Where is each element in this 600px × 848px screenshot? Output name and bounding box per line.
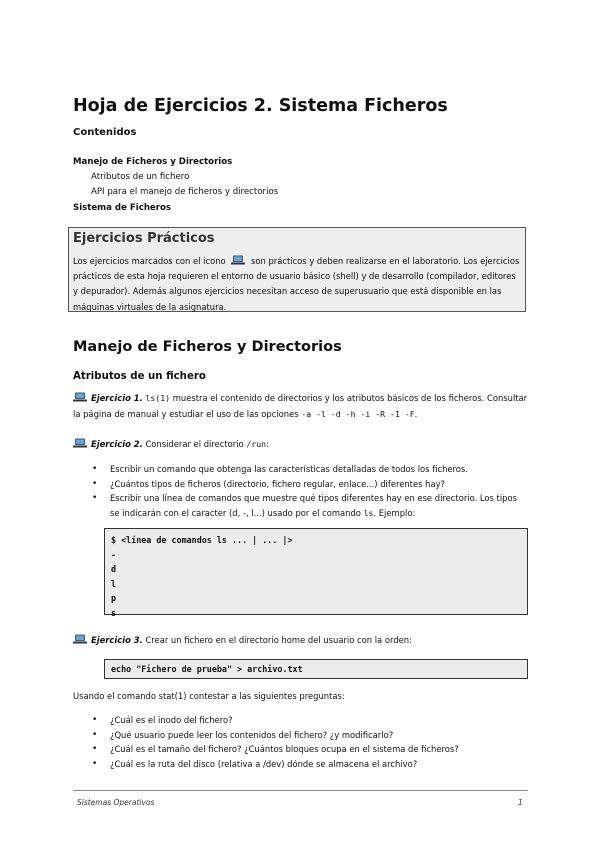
practical-box-text-b: son prácticos y deben realizarse en el laboratorio. Los ejercicios prácticos de esta hoja requieren el entorno de usuario básico (shell) y de desarrollo (compilador, editores y depurador). Además algunos ejercicios necesitan acceso de superusuario que está disponible en las máquinas virtuales de la asignatura. — [73, 256, 520, 312]
bullet3-text-a: Escribir una línea de comandos que muestre qué tipos diferentes hay en ese directorio. Los tipos se indicarán con el caracter (d, -, l...) usado por el comando — [110, 493, 517, 518]
exercise-2-end: : — [266, 439, 269, 449]
code-line: - — [111, 549, 117, 560]
practical-box-title: Ejercicios Prácticos — [73, 231, 215, 246]
subsection-title: Atributos de un fichero — [73, 371, 206, 382]
bullet3-cmd: ls — [363, 507, 374, 518]
exercise-1-label: Ejercicio 1. — [91, 393, 143, 403]
page-title: Hoja de Ejercicios 2. Sistema Ficheros — [73, 96, 448, 116]
toc-heading: Contenidos — [73, 127, 137, 138]
exercise-3 — [73, 632, 528, 648]
exercise-2-code-block — [104, 528, 528, 618]
toc-link-atributos[interactable]: Atributos de un fichero — [91, 172, 190, 182]
exercise-2-list — [92, 462, 528, 520]
exercise-2-dir: /run — [246, 439, 267, 449]
exercise-1-end: . — [414, 409, 418, 419]
bullet3-text-b: . Ejemplo: — [373, 507, 416, 518]
computer-icon — [73, 438, 87, 448]
footer-course: Sistemas Operativos — [77, 798, 155, 807]
exercise-2-label: Ejercicio 2. — [91, 439, 143, 449]
computer-icon — [73, 634, 87, 644]
code-line: l — [111, 578, 117, 589]
exercise-3-text: Crear un fichero en el directorio home del usuario con la orden: — [145, 635, 412, 645]
practical-box-text-a: Los ejercicios marcados con el icono — [73, 256, 226, 266]
practical-box-text — [73, 254, 521, 315]
code-line: echo "Fichero de prueba" > archivo.txt — [111, 664, 303, 674]
toc-link-manejo[interactable]: Manejo de Ficheros y Directorios — [73, 157, 233, 167]
footer-page-number: 1 — [518, 798, 523, 807]
code-line: p — [111, 593, 117, 604]
code-line: d — [111, 564, 117, 575]
exercise-2-text: Considerar el directorio — [145, 439, 244, 449]
computer-icon — [231, 255, 245, 265]
section-title: Manejo de Ficheros y Directorios — [73, 339, 342, 355]
list-item: • Escribir un comando que obtenga las características detalladas de todos los ficheros. — [92, 462, 528, 477]
code-line: s — [111, 607, 117, 618]
exercise-3-label: Ejercicio 3. — [91, 635, 143, 645]
exercise-3-code-block — [104, 659, 528, 679]
exercise-1-text: muestra el contenido de directorios y los atributos básicos de los ficheros. Consultar la página de manual y estudiar el uso de las opciones — [73, 393, 528, 419]
exercise-3-list — [92, 713, 528, 771]
list-item — [92, 491, 528, 520]
list-item: • ¿Cuál es la ruta del disco (relativa a /dev) dónde se almacena el archivo? — [92, 757, 528, 772]
practical-exercises-box — [68, 227, 526, 312]
exercise-2 — [73, 436, 528, 452]
computer-icon — [73, 392, 87, 402]
list-item: • ¿Cuál es el tamaño del fichero? ¿Cuántos bloques ocupa en el sistema de ficheros? — [92, 742, 528, 757]
code-line: $ <línea de comandos ls ... | ... |> — [111, 535, 293, 545]
toc-link-api[interactable]: API para el manejo de ficheros y directorios — [91, 187, 279, 197]
list-item: • ¿Cuántos tipos de ficheros (directorio, fichero regular, enlace...) diferentes hay? — [92, 477, 528, 492]
footer-divider — [73, 790, 528, 791]
exercise-3-intro: Usando el comando stat(1) contestar a las siguientes preguntas: — [73, 691, 345, 701]
exercise-1-options: -a -l -d -h -i -R -1 -F — [301, 409, 415, 419]
toc-link-sistema[interactable]: Sistema de Ficheros — [73, 203, 172, 213]
exercise-1 — [73, 390, 528, 422]
list-item: • ¿Cuál es el inodo del fichero? — [92, 713, 528, 728]
exercise-1-cmd: ls(1) — [145, 393, 171, 403]
list-item: • ¿Qué usuario puede leer los contenidos del fichero? ¿y modificarlo? — [92, 728, 528, 743]
